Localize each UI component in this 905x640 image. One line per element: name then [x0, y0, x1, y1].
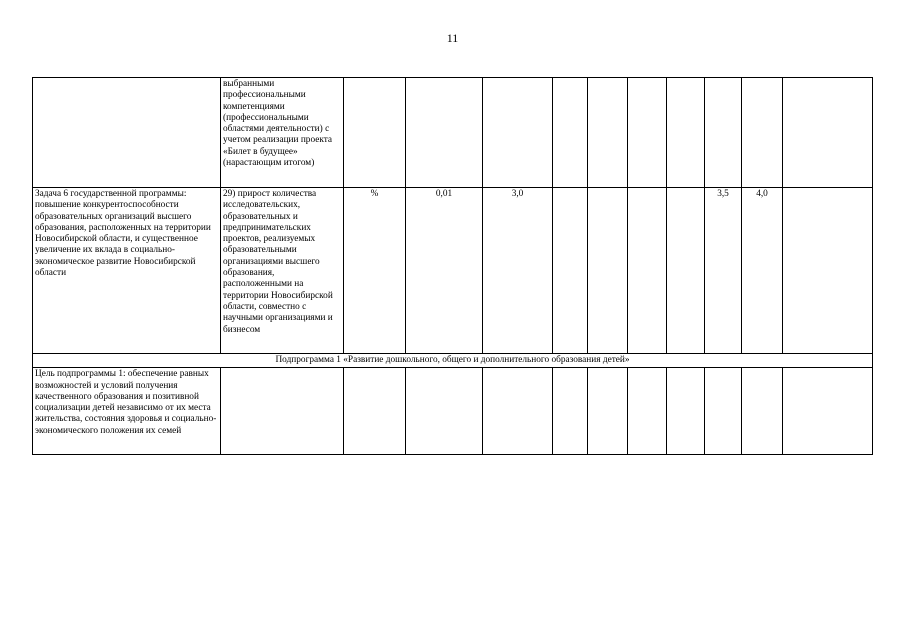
value-cell	[483, 368, 553, 455]
value-cell	[628, 368, 667, 455]
unit-cell: %	[344, 188, 406, 354]
value-cell: 0,01	[406, 188, 483, 354]
value-cell	[483, 78, 553, 188]
value-cell	[553, 368, 588, 455]
table-row	[33, 354, 873, 368]
value-cell: 3,5	[705, 188, 742, 354]
indicator-cell	[221, 368, 344, 455]
value-cell	[742, 368, 783, 455]
value-cell	[588, 188, 628, 354]
indicators-table	[32, 77, 873, 455]
value-cell	[705, 368, 742, 455]
value-cell	[742, 78, 783, 188]
value-cell	[783, 188, 873, 354]
unit-cell	[344, 368, 406, 455]
table-row	[33, 78, 873, 188]
value-cell: 4,0	[742, 188, 783, 354]
value-cell	[783, 368, 873, 455]
unit-cell	[344, 78, 406, 188]
value-cell	[667, 188, 705, 354]
value-cell	[588, 368, 628, 455]
value-cell	[553, 188, 588, 354]
subprogram-title: Подпрограмма 1 «Развитие дошкольного, общего и дополнительного образования детей»	[33, 354, 873, 368]
table-row	[33, 188, 873, 354]
value-cell	[406, 78, 483, 188]
value-cell	[628, 78, 667, 188]
goal-cell: Цель подпрограммы 1: обеспечение равных возможностей и условий получения качественного образования и позитивной социализации детей независимо от их места жительства, состояния здоровья и социально-экономического положения их семей	[33, 368, 221, 455]
page-number: 11	[446, 31, 459, 45]
task-cell	[33, 78, 221, 188]
value-cell	[667, 78, 705, 188]
value-cell	[588, 78, 628, 188]
value-cell	[705, 78, 742, 188]
indicator-cell: 29) прирост количества исследовательских, образовательных и предпринимательских проектов, реализуемых образовательными организациями высшего образования, расположенными на территории Новосибирской области, совместно с научными организациями и бизнесом	[221, 188, 344, 354]
task-cell: Задача 6 государственной программы: повышение конкурентоспособности образовательных организаций высшего образования, расположенных на территории Новосибирской области, и существенное увеличение их вклада в социально-экономическое развитие Новосибирской области	[33, 188, 221, 354]
value-cell	[783, 78, 873, 188]
indicator-cell: выбранными профессиональными компетенциями (профессиональными областями деятельности) с учетом реализации проекта «Билет в будущее» (нарастающим итогом)	[221, 78, 344, 188]
table-row	[33, 368, 873, 455]
value-cell	[628, 188, 667, 354]
value-cell	[553, 78, 588, 188]
value-cell	[406, 368, 483, 455]
value-cell: 3,0	[483, 188, 553, 354]
value-cell	[667, 368, 705, 455]
